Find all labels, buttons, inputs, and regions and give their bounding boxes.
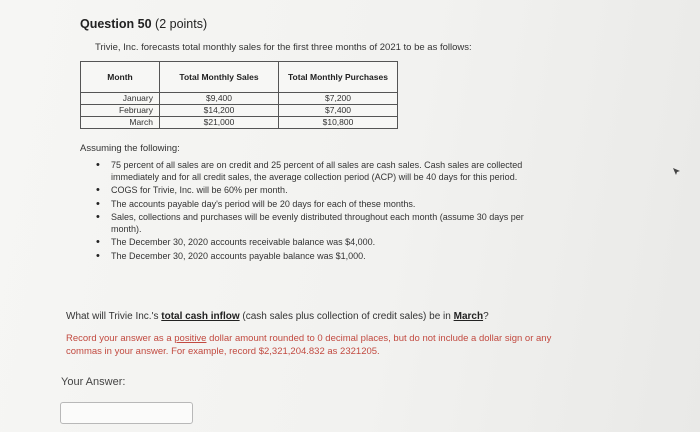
- mouse-pointer-icon: [673, 168, 681, 176]
- table-row: [81, 117, 398, 129]
- row-month: March: [81, 117, 160, 129]
- list-item: • The December 30, 2020 accounts payable balance was $1,000.: [96, 251, 556, 263]
- instructions-text: Record your answer as a: [66, 333, 175, 344]
- prompt-end: ?: [483, 311, 489, 322]
- header-month: Month: [81, 62, 160, 93]
- list-item: • 75 percent of all sales are on credit and 25 percent of all sales are cash sales. Cash sales are collected immediately and for all credit sales, the average collection period (ACP) will be 40 days for this period.: [96, 160, 556, 183]
- row-purchases: $10,800: [279, 117, 398, 129]
- instructions-positive: positive: [174, 333, 207, 344]
- prompt-text: (cash sales plus collection of credit sales) be in: [239, 311, 454, 322]
- row-month: January: [81, 93, 160, 105]
- answer-input[interactable]: [60, 402, 193, 424]
- question-points: (2 points): [155, 17, 208, 31]
- list-item: • The December 30, 2020 accounts receivable balance was $4,000.: [96, 237, 556, 249]
- table-row: [81, 93, 398, 105]
- row-month: February: [81, 105, 160, 117]
- prompt-emphasis: total cash inflow: [161, 311, 240, 322]
- instructions-text: dollar amount rounded to 0 decimal places, but do not include a dollar sign or any commas in your answer. For example, record $2,321,204.832 as 2321205.: [66, 333, 552, 357]
- forecast-table: [80, 61, 398, 129]
- row-sales: $9,400: [160, 93, 279, 105]
- prompt-text: What will Trivie Inc.'s: [66, 311, 162, 322]
- list-item: • The accounts payable day's period will be 20 days for each of these months.: [96, 199, 556, 211]
- question-intro: Trivie, Inc. forecasts total monthly sales for the first three months of 2021 to be as follows:: [95, 42, 472, 53]
- table-header-row: [81, 62, 398, 93]
- row-purchases: $7,400: [279, 105, 398, 117]
- list-item: • COGS for Trivie, Inc. will be 60% per month.: [96, 185, 556, 197]
- prompt-month: March: [453, 311, 484, 322]
- list-item: • Sales, collections and purchases will be evenly distributed throughout each month (assume 30 days per month).: [96, 212, 556, 235]
- row-purchases: $7,200: [279, 93, 398, 105]
- question-title: [80, 17, 207, 31]
- header-sales: Total Monthly Sales: [160, 62, 279, 93]
- table-row: [81, 105, 398, 117]
- row-sales: $14,200: [160, 105, 279, 117]
- answer-instructions: [66, 333, 556, 358]
- question-number: Question 50: [80, 17, 152, 31]
- assumptions-heading: Assuming the following:: [80, 143, 180, 154]
- question-prompt: [66, 311, 489, 322]
- your-answer-label: Your Answer:: [61, 376, 126, 388]
- assumptions-list: [96, 160, 556, 264]
- header-purchases: Total Monthly Purchases: [279, 62, 398, 93]
- row-sales: $21,000: [160, 117, 279, 129]
